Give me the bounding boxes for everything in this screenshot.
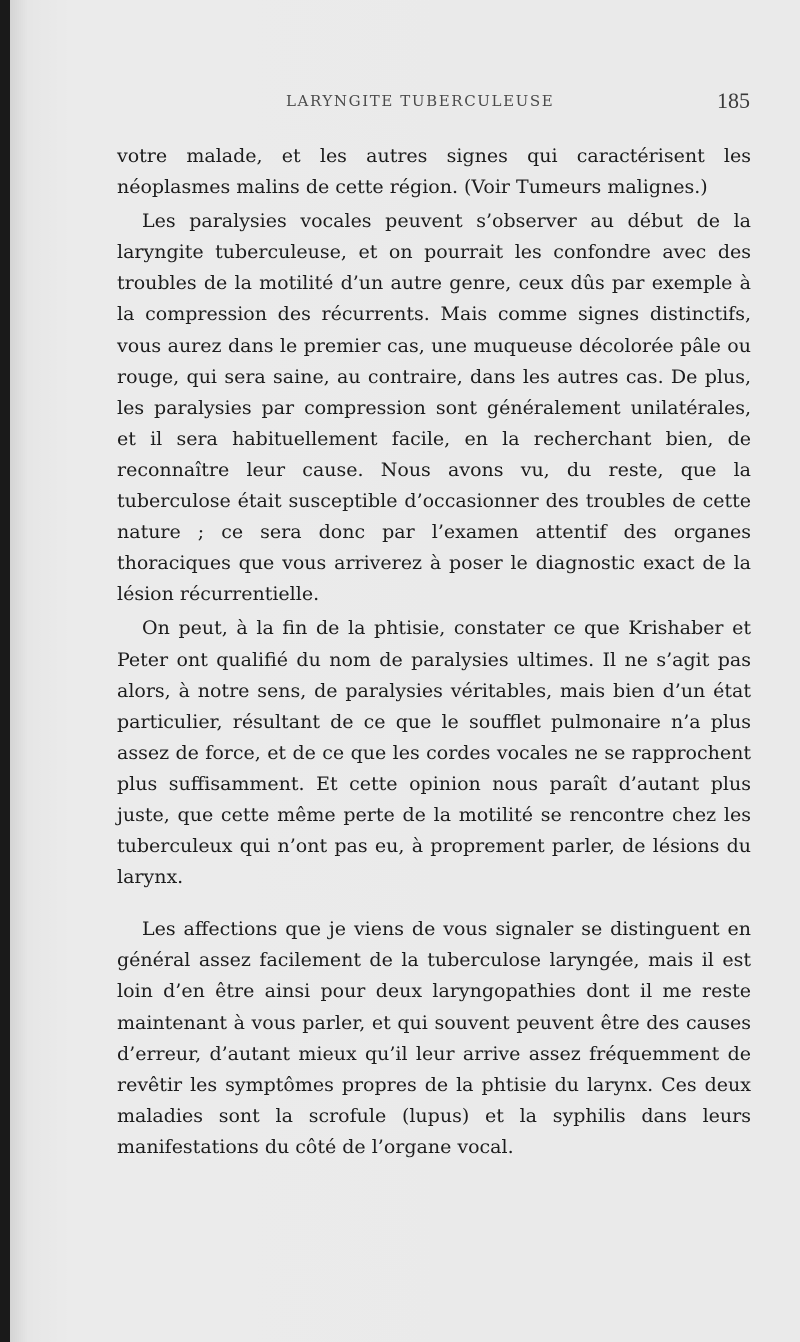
page-number: 185	[717, 88, 750, 113]
running-title: LARYNGITE TUBERCULEUSE	[286, 92, 555, 110]
paragraph-vocal-paralysis: Les paralysies vocales peuvent s’observer au début de la laryngite tuberculeuse, et on pourrait les confondre avec des troubles de la motilité d’un autre genre, ceux dûs par exemple à la compression des récurrents. Mais comme signes distinctifs, vous aurez dans le premier cas, une muqueuse décolorée pâle ou rouge, qui sera saine, au contraire, dans les autres cas. De plus, les paralysies par compression sont généralement unilatérales, et il sera habituellement facile, en la recherchant bien, de reconnaître leur cause. Nous avons vu, du reste, que la tuberculose était susceptible d’occasionner des troubles de cette nature ; ce sera donc par l’examen attentif des organes thoraciques que vous arriverez à poser le diagnostic exact de la lésion récurrentielle.	[117, 210, 751, 606]
body-text	[117, 141, 751, 1163]
page-header	[10, 88, 800, 118]
paragraph-ultimate-paralysis: On peut, à la fin de la phtisie, constater ce que Krishaber et Peter ont qualifié du nom de paralysies ultimes. Il ne s’agit pas alors, à notre sens, de paralysies véritables, mais bien d’un état particulier, résultant de ce que le soufflet pulmonaire n’a plus assez de force, et de ce que les cordes vocales ne se rapprochent plus suffisamment. Et cette opinion nous paraît d’autant plus juste, que cette même perte de la motilité se rencontre chez les tuberculeux qui n’ont pas eu, à proprement parler, de lésions du larynx.	[117, 617, 751, 889]
book-page	[10, 0, 800, 1342]
paragraph-differential-diagnosis: Les affections que je viens de vous signaler se distinguent en général assez facilement de la tuberculose laryngée, mais il est loin d’en être ainsi pour deux laryngopathies dont il me reste maintenant à vous parler, et qui souvent peuvent être des causes d’erreur, d’autant mieux qu’il leur arrive assez fréquemment de revêtir les symptômes propres de la phtisie du larynx. Ces deux maladies sont la scrofule (lupus) et la syphilis dans leurs manifestations du côté de l’organe vocal.	[117, 918, 751, 1158]
paragraph-continuation: votre malade, et les autres signes qui caractérisent les néoplasmes malins de cette région. (Voir Tumeurs malignes.)	[117, 145, 751, 199]
